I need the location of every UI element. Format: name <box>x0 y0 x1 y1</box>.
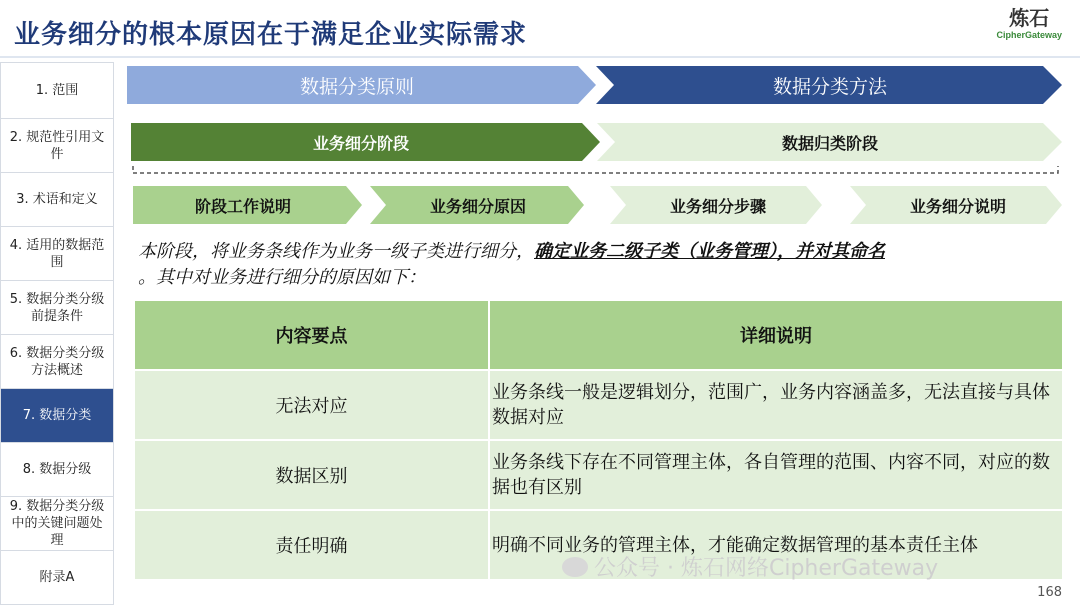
stage-bracket <box>133 166 1058 173</box>
logo-text-cn: 炼石 <box>1009 6 1050 30</box>
table-row <box>134 440 1063 510</box>
row-desc: 业务条线下存在不同管理主体，各自管理的范围、内容不同，对应的数据也有区别 <box>489 440 1063 510</box>
intro-part-1: 本阶段，将业务条线作为业务一级子类进行细分， <box>138 241 534 262</box>
page-title: 业务细分的根本原因在于满足企业实际需求 <box>14 20 528 50</box>
row-desc: 明确不同业务的管理主体，才能确定数据管理的基本责任主体 <box>489 510 1063 580</box>
table-header-row <box>134 300 1063 370</box>
sidebar-item-scope[interactable]: 1. 范围 <box>0 62 114 119</box>
watermark <box>562 551 938 582</box>
principle-arrow-label: 数据分类原则 <box>299 75 414 98</box>
subdivision-stage-label: 业务细分阶段 <box>312 133 409 153</box>
step-2-label: 业务细分原因 <box>429 196 526 216</box>
sidebar-item-data-scope[interactable]: 4. 适用的数据范围 <box>0 227 114 281</box>
sidebar-item-normative-references[interactable]: 2. 规范性引用文件 <box>0 119 114 173</box>
watermark-text: 公众号 · 炼石网络CipherGateway <box>594 556 939 581</box>
step-3-label: 业务细分步骤 <box>669 196 766 216</box>
page-number: 168 <box>1037 585 1062 600</box>
header-details: 详细说明 <box>489 300 1063 370</box>
sidebar-item-prerequisites[interactable]: 5. 数据分类分级前提条件 <box>0 281 114 335</box>
step-1-label: 阶段工作说明 <box>194 196 291 216</box>
table-row <box>134 370 1063 440</box>
intro-emphasis: 确定业务二级子类（业务管理），并对其命名 <box>534 241 885 262</box>
logo-text-en: CipherGateway <box>996 30 1062 40</box>
categorize-stage-label: 数据归类阶段 <box>781 133 878 153</box>
intro-part-2: 。其中对业务进行细分的原因如下： <box>138 267 426 288</box>
sidebar-item-data-classification[interactable]: 7. 数据分类 <box>0 389 114 443</box>
row-point: 无法对应 <box>134 370 489 440</box>
row-point: 数据区别 <box>134 440 489 510</box>
intro-paragraph <box>138 239 1038 291</box>
sidebar-item-data-grading[interactable]: 8. 数据分级 <box>0 443 114 497</box>
header-key-point: 内容要点 <box>134 300 489 370</box>
row-desc: 业务条线一般是逻辑划分，范围广，业务内容涵盖多，无法直接与具体数据对应 <box>489 370 1063 440</box>
sidebar-item-terms[interactable]: 3. 术语和定义 <box>0 173 114 227</box>
wechat-icon <box>562 557 588 577</box>
row-point: 责任明确 <box>134 510 489 580</box>
reasons-table <box>133 299 1064 581</box>
method-arrow-label: 数据分类方法 <box>772 75 887 98</box>
sidebar-item-method-overview[interactable]: 6. 数据分类分级方法概述 <box>0 335 114 389</box>
sidebar-item-key-issues[interactable]: 9. 数据分类分级中的关键问题处理 <box>0 497 114 551</box>
step-4-label: 业务细分说明 <box>909 196 1006 216</box>
sidebar-item-appendix-a[interactable]: 附录A <box>0 551 114 605</box>
